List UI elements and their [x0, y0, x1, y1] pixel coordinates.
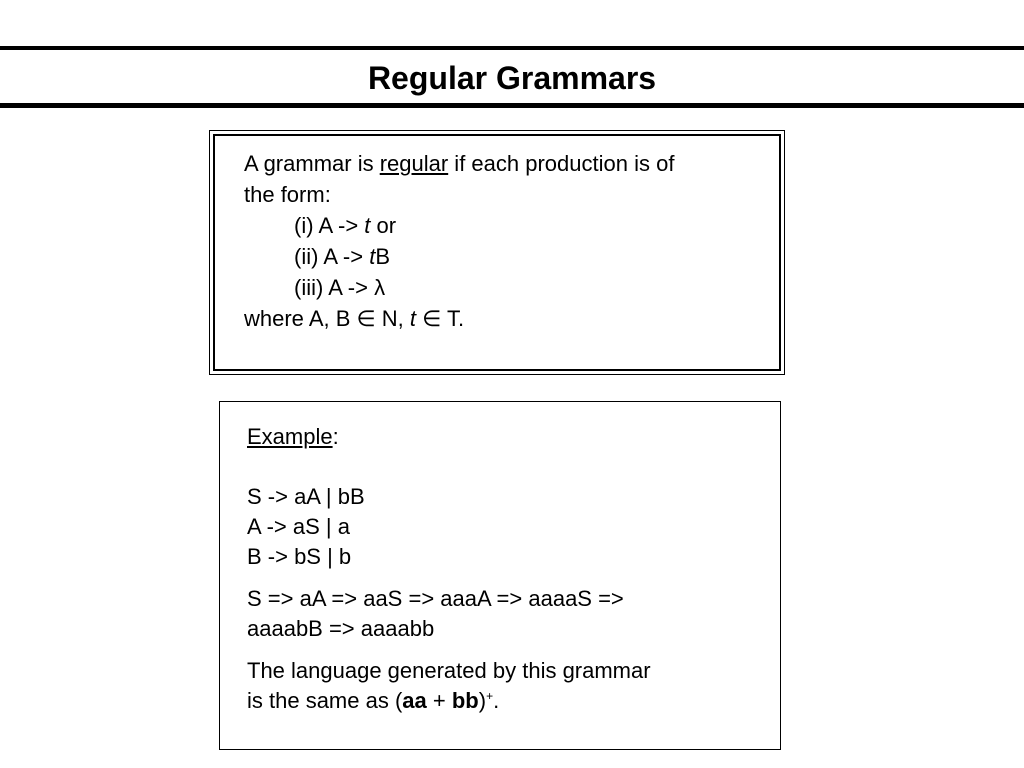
rule-i-post: or: [370, 213, 397, 238]
language-bb: bb: [451, 688, 479, 713]
rule-i-var: t: [364, 213, 371, 238]
language-expression-line: [247, 686, 767, 716]
where-line: [244, 303, 754, 334]
rule-ii-var: t: [369, 244, 376, 269]
top-rule: [0, 46, 1024, 50]
where-post: ∈ T.: [416, 306, 465, 331]
title-band: [0, 46, 1024, 109]
language-plus: +: [426, 688, 452, 713]
regular-term: regular: [379, 151, 449, 176]
language-end: .: [493, 688, 500, 713]
rule-ii-post: B: [375, 244, 390, 269]
rule-iii: (iii) A -> λ: [294, 275, 386, 300]
example-heading-label: Example: [247, 424, 333, 449]
intro-pre: A grammar is: [244, 151, 380, 176]
rule-i-pre: (i) A ->: [294, 213, 365, 238]
rule-ii-pre: (ii) A ->: [294, 244, 370, 269]
example-heading: [247, 422, 767, 452]
language-pre: is the same as (: [247, 688, 403, 713]
intro-post: if each production is of: [448, 151, 675, 176]
example-heading-colon: :: [332, 424, 339, 449]
definition-intro-line2: the form:: [244, 182, 331, 207]
production-line: A -> aS | a: [247, 514, 350, 539]
definition-box: [209, 130, 785, 375]
production-line: B -> bS | b: [247, 544, 352, 569]
where-var: t: [409, 306, 417, 331]
definition-intro-line: [244, 148, 754, 179]
definition-text: [244, 148, 754, 334]
bottom-rule: [0, 103, 1024, 108]
rule-ii: [244, 241, 754, 272]
language-sup: +: [486, 689, 494, 703]
derivation-line: aaaabB => aaaabb: [247, 616, 435, 641]
where-pre: where A, B ∈ N,: [244, 306, 410, 331]
page-title: Regular Grammars: [367, 60, 657, 96]
example-box: [219, 401, 781, 750]
rule-i: [244, 210, 754, 241]
language-aa: aa: [402, 688, 427, 713]
language-line: The language generated by this grammar: [247, 658, 651, 683]
language-close: ): [478, 688, 487, 713]
derivation-line: S => aA => aaS => aaaA => aaaaS =>: [247, 586, 624, 611]
production-line: S -> aA | bB: [247, 484, 365, 509]
example-text: [247, 422, 767, 716]
